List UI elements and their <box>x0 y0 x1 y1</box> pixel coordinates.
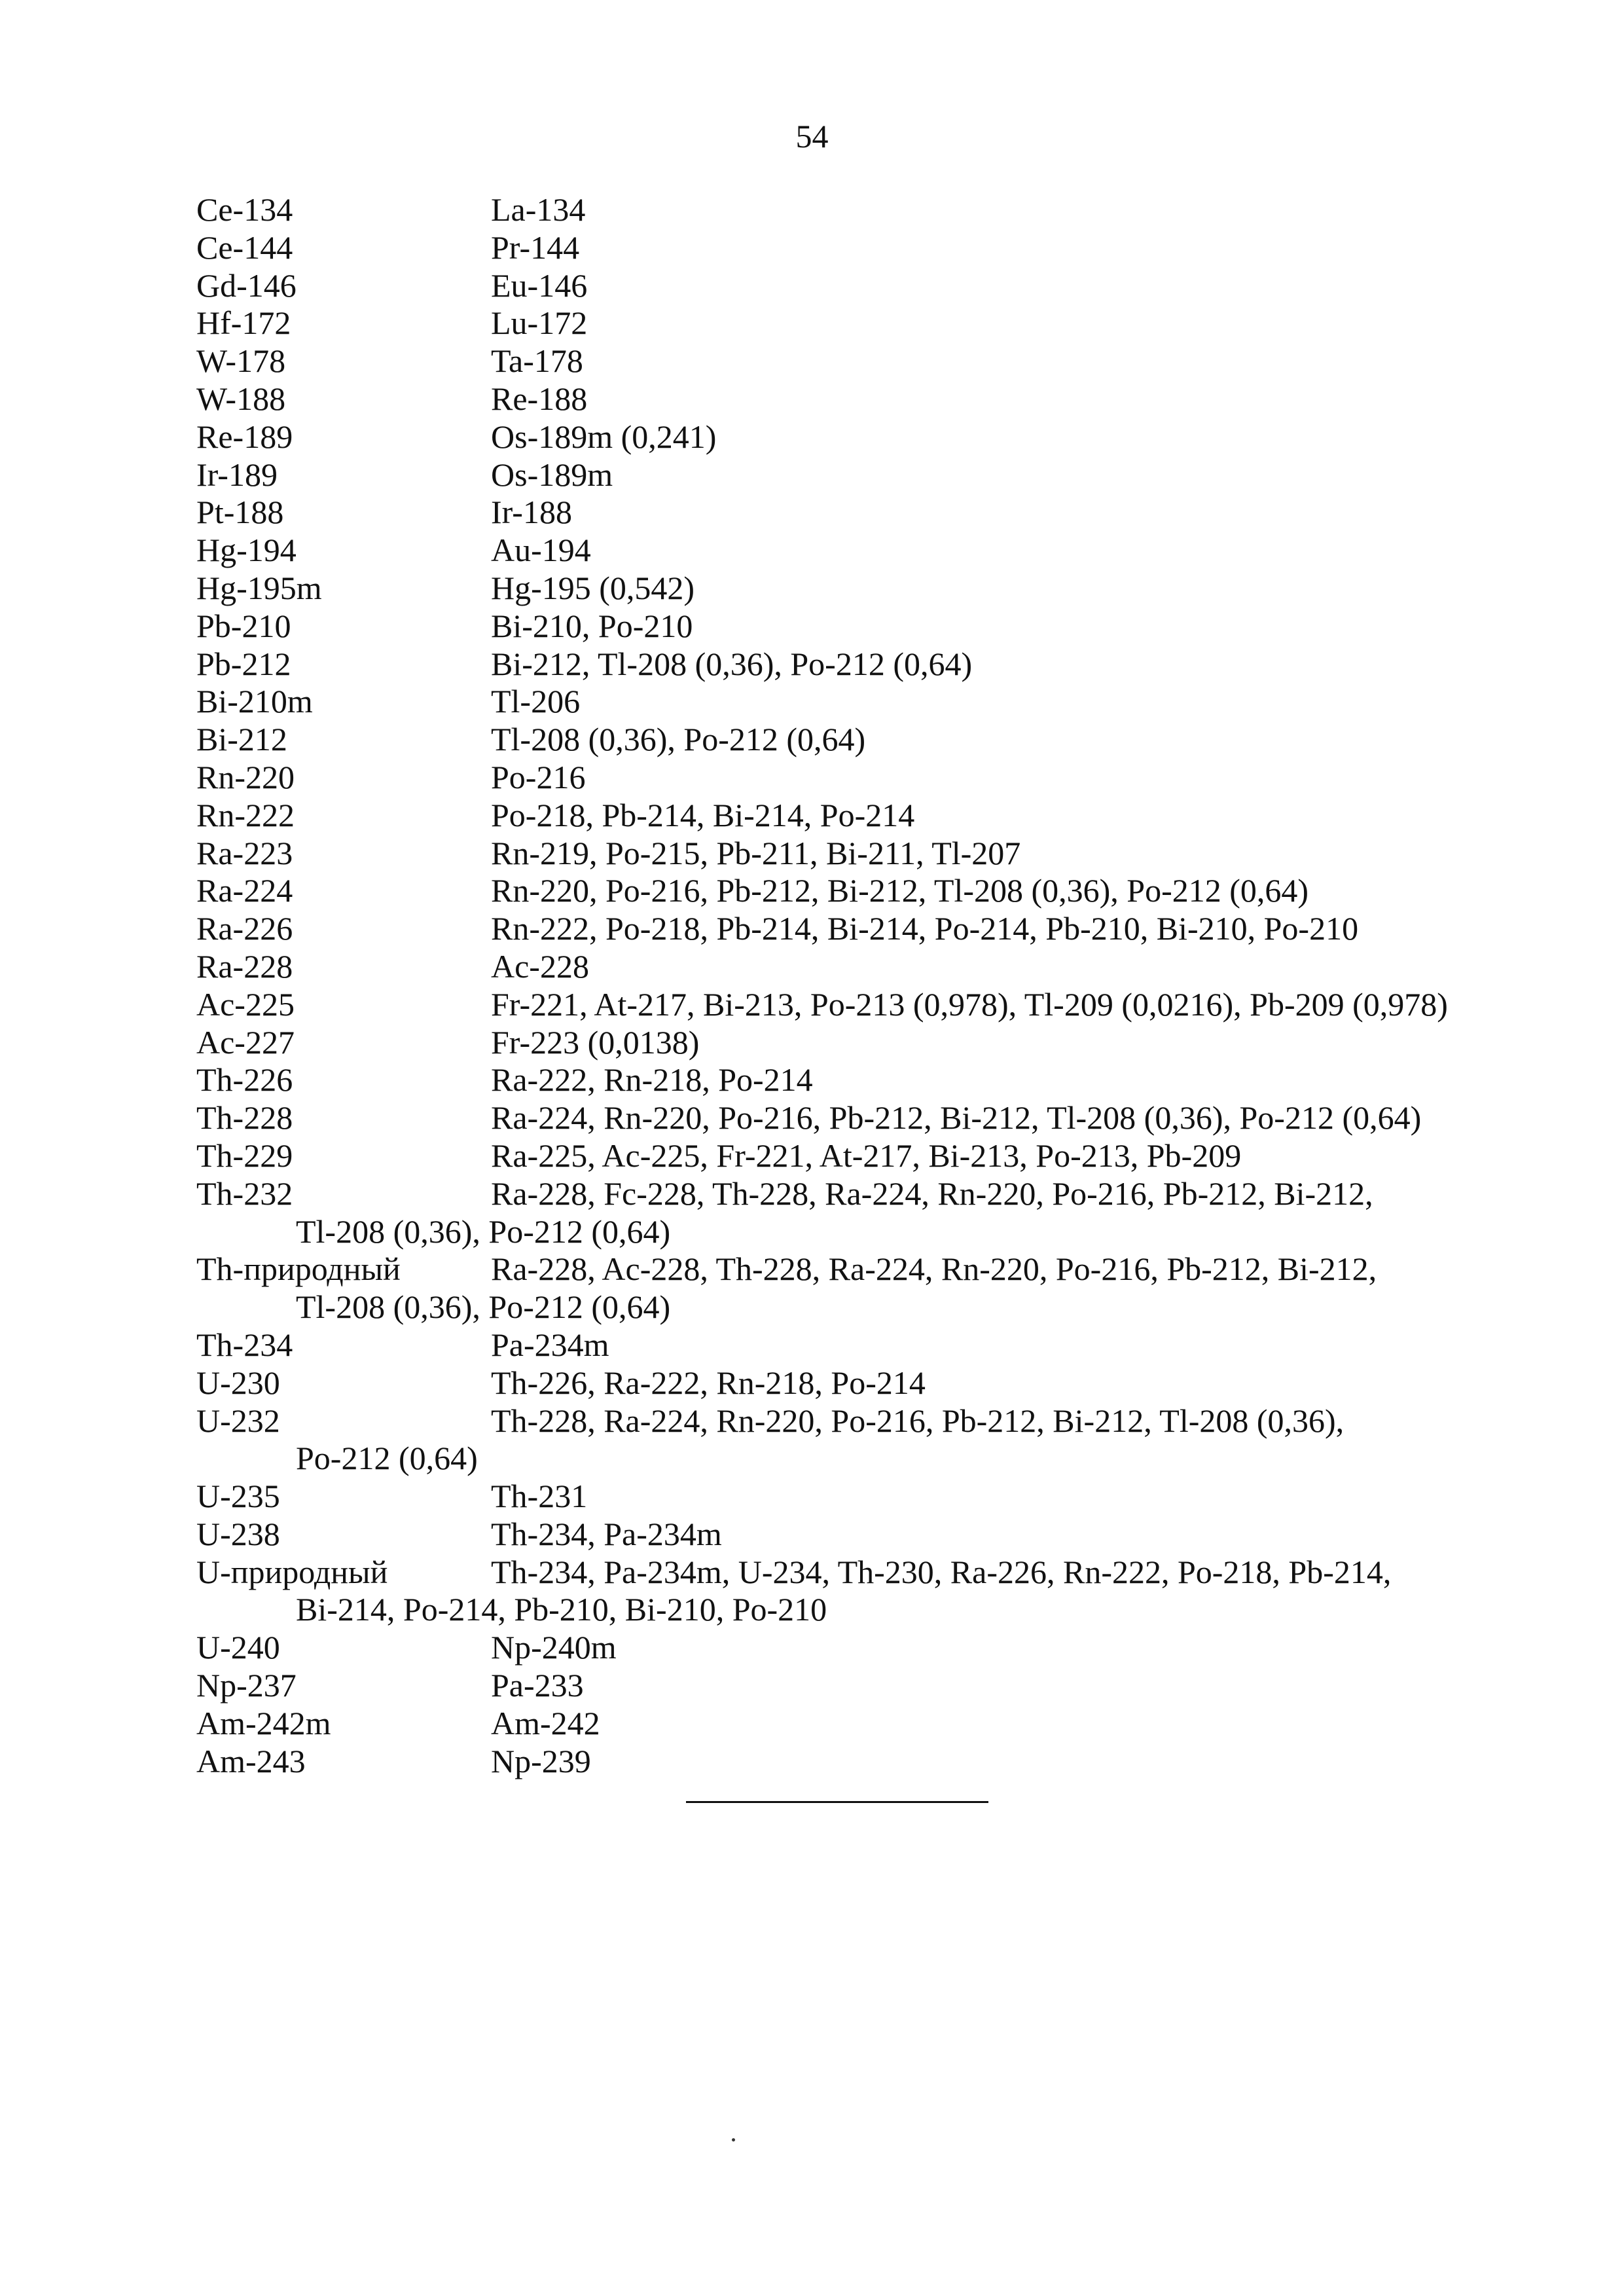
parent-nuclide: Pb-210 <box>196 607 291 644</box>
parent-nuclide: Ac-227 <box>196 1023 295 1061</box>
progeny-list: Am-242 <box>491 1704 600 1741</box>
progeny-continuation: Po-212 (0,64) <box>296 1440 478 1477</box>
progeny-list: Ra-228, Fc-228, Th-228, Ra-224, Rn-220, Po-216, Pb-212, Bi-212, <box>491 1175 1373 1212</box>
table-row <box>196 229 1506 267</box>
parent-nuclide: Am-242m <box>196 1704 331 1741</box>
table-row <box>196 418 1506 456</box>
progeny-list: Pa-233 <box>491 1667 584 1704</box>
parent-nuclide: Rn-222 <box>196 796 295 833</box>
parent-nuclide: U-природный <box>196 1553 388 1590</box>
table-row <box>196 1705 1506 1743</box>
parent-nuclide: Re-189 <box>196 418 293 455</box>
progeny-list: Fr-221, At-217, Bi-213, Po-213 (0,978), Tl-209 (0,0216), Pb-209 (0,978) <box>491 985 1448 1023</box>
table-row <box>196 456 1506 494</box>
parent-nuclide: Ra-224 <box>196 872 293 909</box>
table-row <box>196 1137 1506 1175</box>
parent-nuclide: Ra-226 <box>196 910 293 947</box>
progeny-list: Po-216 <box>491 758 586 795</box>
parent-nuclide: W-178 <box>196 342 286 380</box>
table-row <box>196 948 1506 986</box>
parent-nuclide: Ce-134 <box>196 191 293 228</box>
parent-nuclide: Bi-210m <box>196 683 313 720</box>
progeny-list: Po-218, Pb-214, Bi-214, Po-214 <box>491 796 915 833</box>
progeny-list: Rn-222, Po-218, Pb-214, Bi-214, Po-214, Pb-210, Bi-210, Po-210 <box>491 910 1359 947</box>
table-row <box>196 1554 1506 1592</box>
progeny-list: Bi-212, Tl-208 (0,36), Po-212 (0,64) <box>491 645 973 682</box>
nuclide-table <box>196 191 1506 1780</box>
progeny-list: Os-189m (0,241) <box>491 418 717 455</box>
parent-nuclide: Np-237 <box>196 1667 297 1704</box>
table-row <box>196 380 1506 418</box>
parent-nuclide: Th-229 <box>196 1137 293 1174</box>
progeny-list: Rn-220, Po-216, Pb-212, Bi-212, Tl-208 (0,36), Po-212 (0,64) <box>491 872 1309 909</box>
progeny-list: Pa-234m <box>491 1326 609 1363</box>
table-row <box>196 1061 1506 1099</box>
parent-nuclide: Ce-144 <box>196 228 293 266</box>
table-row <box>196 1213 1506 1251</box>
table-row <box>196 1516 1506 1554</box>
table-row <box>196 267 1506 305</box>
progeny-list: Np-240m <box>491 1629 617 1666</box>
table-row <box>196 910 1506 948</box>
progeny-list: Fr-223 (0,0138) <box>491 1023 700 1061</box>
progeny-list: Ac-228 <box>491 947 589 985</box>
table-row <box>196 1326 1506 1364</box>
parent-nuclide: Th-232 <box>196 1175 293 1212</box>
table-row <box>196 304 1506 342</box>
progeny-list: Ra-222, Rn-218, Po-214 <box>491 1061 813 1099</box>
progeny-list: Th-234, Pa-234m, U-234, Th-230, Ra-226, Rn-222, Po-218, Pb-214, <box>491 1553 1392 1590</box>
progeny-list: Np-239 <box>491 1742 591 1779</box>
parent-nuclide: Th-228 <box>196 1099 293 1137</box>
progeny-list: Th-228, Ra-224, Rn-220, Po-216, Pb-212, Bi-212, Tl-208 (0,36), <box>491 1402 1344 1439</box>
progeny-list: Hg-195 (0,542) <box>491 569 695 606</box>
table-row <box>196 1175 1506 1213</box>
progeny-list: Eu-146 <box>491 266 588 304</box>
parent-nuclide: Ac-225 <box>196 985 295 1023</box>
table-row <box>196 721 1506 759</box>
end-of-table-rule <box>686 1801 988 1803</box>
parent-nuclide: Bi-212 <box>196 721 287 758</box>
parent-nuclide: U-232 <box>196 1402 280 1439</box>
parent-nuclide: W-188 <box>196 380 286 417</box>
parent-nuclide: Th-234 <box>196 1326 293 1363</box>
progeny-list: Th-234, Pa-234m <box>491 1515 722 1552</box>
table-row <box>196 570 1506 608</box>
table-row <box>196 683 1506 721</box>
parent-nuclide: Ra-223 <box>196 834 293 871</box>
table-row <box>196 1743 1506 1781</box>
progeny-list: Ir-188 <box>491 494 572 531</box>
table-row <box>196 1667 1506 1705</box>
table-row <box>196 1591 1506 1629</box>
parent-nuclide: U-240 <box>196 1629 280 1666</box>
progeny-list: Tl-208 (0,36), Po-212 (0,64) <box>491 721 866 758</box>
table-row <box>196 1478 1506 1516</box>
progeny-list: Ra-228, Ac-228, Th-228, Ra-224, Rn-220, Po-216, Pb-212, Bi-212, <box>491 1250 1377 1288</box>
parent-nuclide: Th-природный <box>196 1250 401 1288</box>
parent-nuclide: Ra-228 <box>196 947 293 985</box>
parent-nuclide: Pb-212 <box>196 645 291 682</box>
progeny-list: Ra-225, Ac-225, Fr-221, At-217, Bi-213, Po-213, Pb-209 <box>491 1137 1242 1174</box>
table-row <box>196 494 1506 532</box>
progeny-list: Lu-172 <box>491 304 588 342</box>
progeny-list: Th-231 <box>491 1478 588 1515</box>
table-row <box>196 872 1506 910</box>
table-row <box>196 532 1506 570</box>
table-row <box>196 1288 1506 1326</box>
progeny-list: Pr-144 <box>491 228 580 266</box>
table-row <box>196 646 1506 683</box>
parent-nuclide: Am-243 <box>196 1742 306 1779</box>
parent-nuclide: Gd-146 <box>196 266 297 304</box>
parent-nuclide: U-230 <box>196 1364 280 1401</box>
parent-nuclide: Hg-195m <box>196 569 322 606</box>
progeny-continuation: Tl-208 (0,36), Po-212 (0,64) <box>296 1288 671 1326</box>
progeny-list: Re-188 <box>491 380 588 417</box>
page-number: 54 <box>795 118 829 155</box>
table-row <box>196 1629 1506 1667</box>
parent-nuclide: Hg-194 <box>196 532 297 569</box>
table-row <box>196 608 1506 646</box>
table-row <box>196 1024 1506 1062</box>
table-row <box>196 759 1506 797</box>
progeny-list: Bi-210, Po-210 <box>491 607 693 644</box>
table-row <box>196 1099 1506 1137</box>
progeny-list: La-134 <box>491 191 586 228</box>
table-row <box>196 1250 1506 1288</box>
parent-nuclide: Rn-220 <box>196 758 295 795</box>
progeny-list: Au-194 <box>491 532 591 569</box>
progeny-list: Os-189m <box>491 456 613 493</box>
progeny-list: Ra-224, Rn-220, Po-216, Pb-212, Bi-212, Tl-208 (0,36), Po-212 (0,64) <box>491 1099 1422 1137</box>
table-row <box>196 342 1506 380</box>
parent-nuclide: U-238 <box>196 1515 280 1552</box>
table-row <box>196 986 1506 1024</box>
table-row <box>196 1402 1506 1440</box>
parent-nuclide: Ir-189 <box>196 456 278 493</box>
progeny-list: Tl-206 <box>491 683 581 720</box>
parent-nuclide: Hf-172 <box>196 304 291 342</box>
parent-nuclide: Th-226 <box>196 1061 293 1099</box>
table-row <box>196 1364 1506 1402</box>
progeny-continuation: Bi-214, Po-214, Pb-210, Bi-210, Po-210 <box>296 1591 827 1628</box>
progeny-list: Th-226, Ra-222, Rn-218, Po-214 <box>491 1364 926 1401</box>
table-row <box>196 191 1506 229</box>
scan-speck <box>732 2138 735 2141</box>
table-row <box>196 797 1506 835</box>
progeny-list: Ta-178 <box>491 342 583 380</box>
progeny-continuation: Tl-208 (0,36), Po-212 (0,64) <box>296 1212 671 1250</box>
parent-nuclide: Pt-188 <box>196 494 284 531</box>
table-row <box>196 835 1506 873</box>
progeny-list: Rn-219, Po-215, Pb-211, Bi-211, Tl-207 <box>491 834 1021 871</box>
table-row <box>196 1440 1506 1478</box>
parent-nuclide: U-235 <box>196 1478 280 1515</box>
